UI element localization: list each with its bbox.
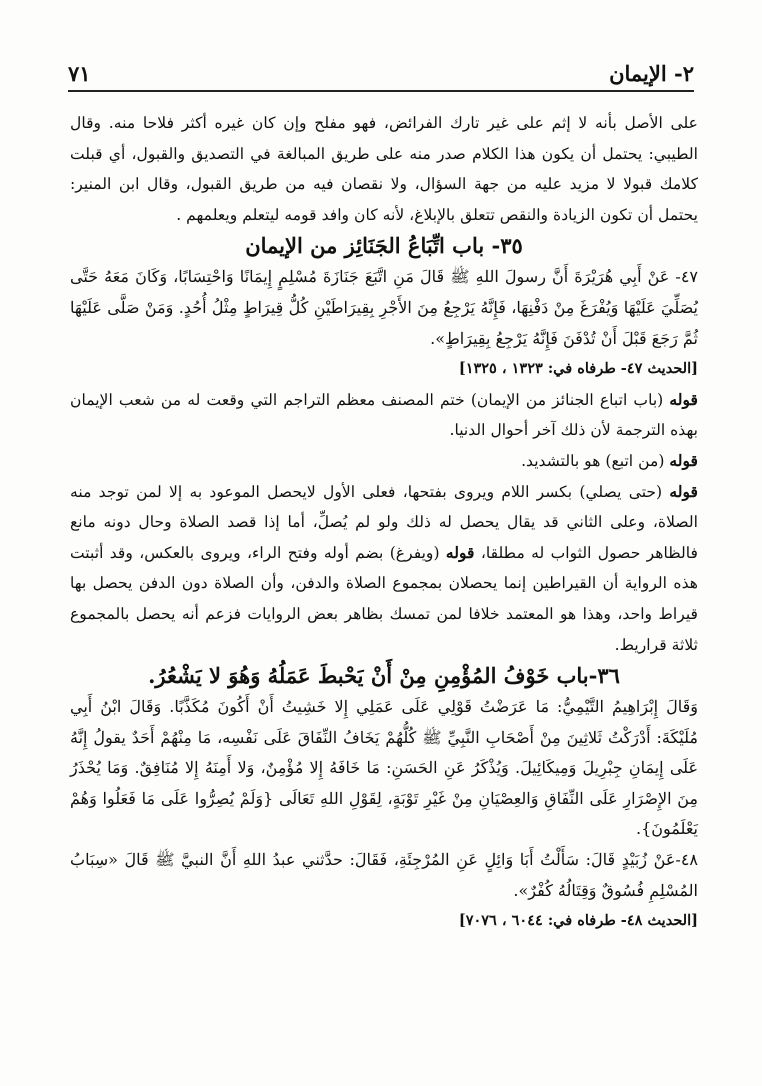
chapter-heading-35: ٣٥- باب اتِّبَاعُ الجَنَائِز من الإيمان [245, 233, 523, 259]
chapter-heading-36: ٣٦-باب خَوْفُ المُؤْمِنِ مِنْ أَنْ يَحْبطَ عَمَلُهُ وَهُوَ لا يَشْعُرُ. [148, 663, 620, 689]
commentary-note-1 [70, 385, 698, 446]
commentary-note-2 [70, 446, 698, 477]
running-header [68, 58, 694, 92]
commentary-note-3 [70, 477, 698, 661]
hadith-48-reference: [الحديث ٤٨- طرفاه في: ٦٠٤٤ ، ٧٠٧٦] [458, 912, 698, 930]
hadith-47-reference: [الحديث ٤٧- طرفاه في: ١٣٢٣ ، ١٣٢٥] [458, 360, 698, 378]
qawluhu-keyword: قوله [669, 389, 698, 409]
qawluhu-keyword: قوله [669, 481, 698, 501]
commentary-paragraph: على الأصل بأنه لا إثم على غير تارك الفرائض، فهو مفلح وإن كان غيره أكثر فلاحا منه. وقال الطيبي: يحتمل أن يكون هذا الكلام صدر منه على طريق المبالغة في التصديق والقبول، أي قبلت كلامك قبولا لا مزيد عليه من جهة السؤال، ولا نقصان فيه من طريق القبول، وقال ابن المنير: يحتمل أن تكون الزيادة والنقص تتعلق بالإبلاغ، لأنه كان وافد قومه ليتعلم ويعلمهم . [70, 114, 698, 224]
commentary-text: (باب اتباع الجنائز من الإيمان) ختم المصنف معظم التراجم التي وقعت له من شعب الإيمان بهذه الترجمة لأن ذلك آخر أحوال الدنيا. [70, 390, 698, 440]
hadith-47: ٤٧- عَنْ أَبِي هُرَيْرَةَ أَنَّ رسولَ اللهِ ﷺ قَالَ مَنِ اتَّبَعَ جَنَازَةَ مُسْلِمٍ إِيمَانًا وَاحْتِسَابًا، وَكَانَ مَعَهُ حَتَّى يُصَلِّيَ عَلَيْهَا وَيُفْرَغَ مِنْ دَفْنِهَا، فَإِنَّهُ يَرْجِعُ مِنَ الأَجْرِ بِقِيرَاطَيْنِ كُلُّ قِيرَاطٍ مِثْلُ أُحُدٍ. وَمَنْ صَلَّى عَلَيْهَا ثُمَّ رَجَعَ قَبْلَ أَنْ تُدْفَنَ فَإِنَّهُ يَرْجِعُ بِقِيرَاطٍ». [70, 267, 698, 348]
page-body [70, 108, 698, 937]
page-number: ٧١ [68, 61, 91, 86]
qawluhu-keyword: قوله [669, 450, 698, 470]
chapter-36-narrations: وَقَالَ إِبْرَاهِيمُ التَّيْمِيُّ: مَا عَرَضْتُ قَوْلِي عَلَى عَمَلِي إِلا خَشِيتُ أَنْ أَكُونَ مُكَذَّبًا. وَقَالَ ابْنُ أَبِي مُلَيْكَةَ: أَدْرَكْتُ ثَلاثِينَ مِنْ أَصْحَابِ النَّبِيِّ ﷺ كُلُّهُمْ يَخَافُ النِّفَاقَ عَلَى نَفْسِه، مَا مِنْهُمْ أَحَدٌ يقولُ إِنَّهُ عَلَى إِيمَانِ جِبْرِيلَ وَمِيكَائِيلَ. وَيُذْكَرُ عَنِ الحَسَنِ: مَا خَافَهُ إِلا مُؤْمِنٌ، وَلا أَمِنَهُ إِلا مُنَافِقٌ. وَمَا يُحْذَرُ مِنَ الإِصْرَارِ عَلَى النِّفَاقِ وَالعِصْيَانِ مِنْ غَيْرِ تَوْبَةٍ، لِقَوْلِ اللهِ تَعَالَى {وَلَمْ يُصِرُّوا عَلَى مَا فَعَلُوا وَهُمْ يَعْلَمُونَ}. [70, 697, 698, 839]
commentary-text: (من اتبع) هو بالتشديد. [521, 451, 670, 470]
commentary-text: (ويفرغ) بضم أوله وفتح الراء، ويروى بالعكس، وقد أثبتت هذه الرواية أن القيراطين إنما يحصلان بمجموع الصلاة والدفن، وأن الصلاة دون الدفن يحصل بها قيراط واحد، وهذا هو المعتمد خلافا لمن تمسك بظاهر بعض الروايات فزعم أنه يحصل بالمجموع ثلاثة قراريط. [70, 543, 698, 654]
qawluhu-keyword: قوله [445, 542, 475, 562]
chapter-title: ٢- الإيمان [609, 61, 694, 86]
commentary-text: (حتى يصلي) بكسر اللام ويروى بفتحها، فعلى الأول لايحصل الموعود به إلا لمن توجد منه الصلاة، وعلى الثاني قد يقال يحصل له ذلك ولو لم يُصلِّ، أما إذا قصد الصلاة وحال دونه مانع فالظاهر حصول الثواب له مطلقا، [70, 482, 698, 562]
hadith-48: ٤٨-عَنْ زُبَيْدٍ قَالَ: سَأَلْتُ أَبَا وَائِلٍ عَنِ المُرْجِئَةِ، فَقَالَ: حدَّثني عبدُ اللهِ أَنَّ النبيَّ ﷺ قَالَ «سِبَابُ المُسْلِمِ فُسُوقٌ وَقِتَالُهُ كُفْرٌ». [70, 850, 698, 900]
